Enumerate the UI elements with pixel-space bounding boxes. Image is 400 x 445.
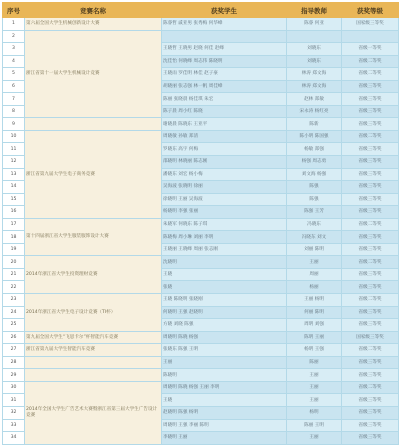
row-number: 27 (3, 344, 25, 357)
winning-students: 王晓哲 王晓男 赵晓 何佳 赵峰 (162, 43, 287, 56)
instructors: 王丽 杨明 (287, 294, 342, 307)
winning-students: 赵晓明 陈强 杨明 (162, 406, 287, 419)
winning-students: 王丽 (162, 356, 287, 369)
instructors: 杨强 周志勇 (287, 156, 342, 169)
row-number: 20 (3, 256, 25, 269)
award-level: 省级三等奖 (342, 319, 399, 332)
table-row (3, 18, 399, 31)
instructors: 王丽 (287, 432, 342, 445)
award-level: 省级三等奖 (342, 432, 399, 445)
row-number: 7 (3, 93, 25, 106)
instructors: 杨丽 (287, 281, 342, 294)
winning-students: 陈睿哲 戚亚男 张秀梅 何华峰 (162, 18, 287, 31)
winning-students: 陈晓明 (162, 369, 287, 382)
competition-name: 2014年浙江省大学生投资理财竞赛 (25, 256, 162, 294)
row-number: 18 (3, 231, 25, 244)
row-number: 11 (3, 143, 25, 156)
winning-students: 周晓敏 孙敏 郑清 (162, 130, 287, 143)
award-level: 省级三等奖 (342, 306, 399, 319)
instructors: 周明 刘强 (287, 319, 342, 332)
winning-students: 方晓 刘晓 陈强 (162, 319, 287, 332)
table-row (3, 344, 399, 357)
award-level: 省级二等奖 (342, 256, 399, 269)
instructors: 宋永涛 杨红亮 (287, 105, 342, 118)
header-no: 序号 (3, 3, 25, 18)
instructors: 王丽 (287, 369, 342, 382)
row-number: 4 (3, 55, 25, 68)
row-number: 9 (3, 118, 25, 131)
row-number: 32 (3, 406, 25, 419)
winning-students: 王晓雨 罗佳明 林佳 赵子豪 (162, 68, 287, 81)
award-level: 省级二等奖 (342, 130, 399, 143)
award-level (342, 30, 399, 43)
table-row (3, 118, 399, 131)
instructors: 陈强 王芳 (287, 206, 342, 219)
award-level: 省级三等奖 (342, 118, 399, 131)
winning-students: 谢晓晨 陈晓东 王亚平 (162, 118, 287, 131)
award-level: 省级二等奖 (342, 294, 399, 307)
instructors: 何丽 陈明 (287, 306, 342, 319)
table-row (3, 381, 399, 394)
table-row (3, 256, 399, 269)
competition-name (25, 356, 162, 369)
award-level: 省级三等奖 (342, 156, 399, 169)
winning-students: 周晓明 陈晓 杨强 (162, 331, 287, 344)
winning-students: 潘晓东 刘宏 杨小梅 (162, 168, 287, 181)
table-row (3, 294, 399, 307)
competition-name: 第十四届浙江省大学生服装服饰设计大赛 (25, 218, 162, 256)
competition-name (25, 369, 162, 382)
instructors: 陈丽 王明 (287, 419, 342, 432)
winning-students: 罗晓东 高宇 何梅 (162, 143, 287, 156)
instructors: 陈新 (287, 118, 342, 131)
winning-students: 胡晓丽 张志强 林一帆 周佳峰 (162, 80, 287, 93)
row-number: 16 (3, 206, 25, 219)
instructors: 冯晓东 (287, 218, 342, 231)
winning-students: 周晓明 陈晓 杨强 王丽 李明 (162, 381, 287, 394)
award-level: 省级三等奖 (342, 181, 399, 194)
award-level: 省级三等奖 (342, 80, 399, 93)
competition-name: 2014年浙江省大学生电子设计竞赛（TI杯） (25, 294, 162, 332)
award-level: 省级三等奖 (342, 168, 399, 181)
row-number: 21 (3, 268, 25, 281)
row-number: 3 (3, 43, 25, 56)
award-table-container (2, 2, 398, 445)
award-level: 省级三等奖 (342, 369, 399, 382)
award-level: 省级三等奖 (342, 356, 399, 369)
award-level: 省级三等奖 (342, 193, 399, 206)
award-level: 省级一等奖 (342, 43, 399, 56)
table-row (3, 130, 399, 143)
header-teachers: 指导教师 (287, 3, 342, 18)
instructors (287, 30, 342, 43)
table-row (3, 369, 399, 382)
instructors: 陈强 (287, 181, 342, 194)
row-number: 10 (3, 130, 25, 143)
winning-students: 杨晓明 李强 张丽 (162, 206, 287, 219)
award-level: 省级三等奖 (342, 243, 399, 256)
table-row (3, 218, 399, 231)
row-number: 17 (3, 218, 25, 231)
winning-students: 邵晓明 林晓丽 陈志刚 (162, 156, 287, 169)
row-number: 34 (3, 432, 25, 445)
instructors: 杨明 王强 (287, 344, 342, 357)
table-body (3, 18, 399, 445)
award-level: 省级二等奖 (342, 381, 399, 394)
competition-name: 第九届全国大学生“飞思卡尔”杯智能汽车竞赛 (25, 331, 162, 344)
award-level: 省级三等奖 (342, 93, 399, 106)
row-number: 12 (3, 156, 25, 169)
instructors: 林涛 郑文海 (287, 80, 342, 93)
winning-students: 王晓 (162, 268, 287, 281)
instructors: 刘丽 陈明 (287, 243, 342, 256)
row-number: 5 (3, 68, 25, 81)
row-number: 33 (3, 419, 25, 432)
winning-students (162, 30, 287, 43)
instructors: 刘晓东 (287, 43, 342, 56)
competition-name: 浙江省第九届大学生电子商务竞赛 (25, 130, 162, 218)
row-number: 2 (3, 30, 25, 43)
winning-students: 王晓 (162, 394, 287, 407)
row-number: 14 (3, 181, 25, 194)
award-level: 省级三等奖 (342, 231, 399, 244)
award-level: 省级三等奖 (342, 394, 399, 407)
award-table (2, 2, 399, 445)
instructors: 杨敏 郑强 (287, 143, 342, 156)
winning-students: 陈子晨 周小红 陈晓 (162, 105, 287, 118)
table-header-row (3, 3, 399, 18)
award-level: 省级三等奖 (342, 281, 399, 294)
winning-students: 沈佳怡 何晓峰 周志伟 陈晓明 (162, 55, 287, 68)
instructors: 赵林 郑敏 (287, 93, 342, 106)
competition-name (25, 118, 162, 131)
instructors: 杨明 (287, 406, 342, 419)
winning-students: 张晓东 陈强 王明 (162, 344, 287, 357)
row-number: 28 (3, 356, 25, 369)
instructors: 林涛 郑文海 (287, 68, 342, 81)
award-level: 省级三等奖 (342, 419, 399, 432)
header-students: 获奖学生 (162, 3, 287, 18)
row-number: 25 (3, 319, 25, 332)
competition-name: 2014年全国大学生广告艺术大赛暨浙江省第三届大学生广告设计竞赛 (25, 381, 162, 444)
award-level: 省级二等奖 (342, 68, 399, 81)
header-level: 获奖等级 (342, 3, 399, 18)
row-number: 29 (3, 369, 25, 382)
instructors: 冯晓东 刘文 (287, 231, 342, 244)
row-number: 6 (3, 80, 25, 93)
award-level: 省级三等奖 (342, 143, 399, 156)
instructors: 王丽 (287, 256, 342, 269)
row-number: 13 (3, 168, 25, 181)
instructors: 陈明 王丽 (287, 331, 342, 344)
winning-students: 沈晓明 (162, 256, 287, 269)
instructors: 周丽 (287, 268, 342, 281)
instructors: 刘文海 杨强 (287, 168, 342, 181)
instructors: 陈睿 何亚 (287, 18, 342, 31)
instructors: 刘晓东 (287, 55, 342, 68)
row-number: 19 (3, 243, 25, 256)
winning-students: 徐晓明 王丽 吴海波 (162, 193, 287, 206)
competition-name: 第六届全国大学生机械创新设计大赛 (25, 18, 162, 31)
winning-students: 李晓明 王丽 (162, 432, 287, 445)
winning-students: 何晓明 王强 赵晓明 (162, 306, 287, 319)
instructors: 王丽 (287, 394, 342, 407)
winning-students: 陈晓梅 周小琳 刘丽 李明 (162, 231, 287, 244)
row-number: 1 (3, 18, 25, 31)
winning-students: 吴海波 张晓明 徐丽 (162, 181, 287, 194)
row-number: 31 (3, 394, 25, 407)
award-level: 省级二等奖 (342, 344, 399, 357)
instructors: 王丽 (287, 381, 342, 394)
table-row (3, 356, 399, 369)
competition-name: 浙江省第九届大学生智能汽车竞赛 (25, 344, 162, 357)
instructors: 陈小明 陈国强 (287, 130, 342, 143)
award-level: 省级二等奖 (342, 55, 399, 68)
winning-students: 周晓明 王强 李丽 陈明 (162, 419, 287, 432)
award-level: 省级三等奖 (342, 105, 399, 118)
row-number: 22 (3, 281, 25, 294)
table-row (3, 331, 399, 344)
award-level: 省级三等奖 (342, 406, 399, 419)
row-number: 23 (3, 294, 25, 307)
row-number: 8 (3, 105, 25, 118)
winning-students: 张晓 (162, 281, 287, 294)
award-level: 省级二等奖 (342, 218, 399, 231)
winning-students: 陈丽 张晓晨 杨佳琪 朱宏 (162, 93, 287, 106)
instructors: 陈强 (287, 193, 342, 206)
competition-name: 浙江省第十一届大学生机械设计竞赛 (25, 30, 162, 118)
award-level: 国家级三等奖 (342, 331, 399, 344)
row-number: 26 (3, 331, 25, 344)
award-level: 省级三等奖 (342, 268, 399, 281)
instructors: 陈丽 (287, 356, 342, 369)
row-number: 15 (3, 193, 25, 206)
header-competition: 竞赛名称 (25, 3, 162, 18)
row-number: 24 (3, 306, 25, 319)
award-level: 省级三等奖 (342, 206, 399, 219)
award-level: 国家级三等奖 (342, 18, 399, 31)
winning-students: 朱晓军 何晓东 陈子琪 (162, 218, 287, 231)
table-row (3, 30, 399, 43)
winning-students: 王晓丽 王晓峰 周丽 张志刚 (162, 243, 287, 256)
winning-students: 王晓 陈晓明 张晓刚 (162, 294, 287, 307)
row-number: 30 (3, 381, 25, 394)
